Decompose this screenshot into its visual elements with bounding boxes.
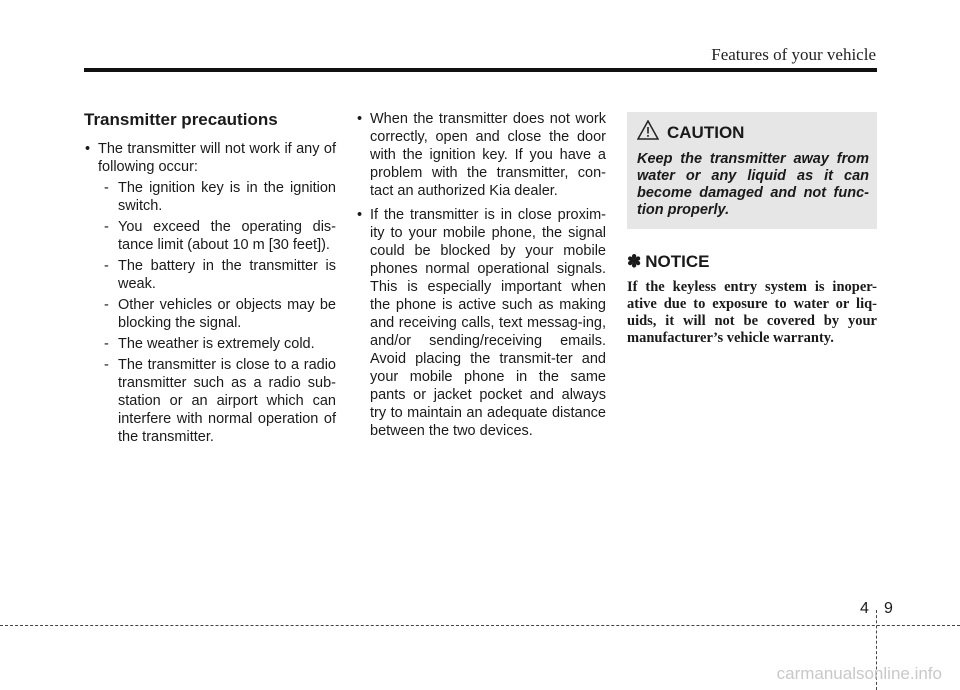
notice-symbol: ✽ <box>627 252 642 271</box>
bullet-intro: The transmitter will not work if any of following occur: <box>98 141 336 175</box>
bullet-item: • If the transmitter is in close proxim-ity to your mobile phone, the signal could be blocked by your mobile phones normal operational signals. This is especially important when the phone is active such as making and receiving calls, text messag-ing, and/or sending/receiving emails. Avoid placing the transmit-ter and your mobile phone in the same pants or jacket pocket and always try to maintain an adequate distance between the two devices. <box>356 206 606 440</box>
notice-text: If the keyless entry system is inoper-ative due to exposure to water or liq-uids, it will not be covered by your manufacturer’s vehicle warranty. <box>627 279 877 346</box>
caution-box <box>627 112 877 229</box>
precaution-list <box>84 140 336 446</box>
section-heading: Transmitter precautions <box>84 110 278 129</box>
watermark: carmanualsonline.info <box>776 664 942 683</box>
page-number: 9 <box>884 600 893 617</box>
condition-item: - Other vehicles or objects may be blocking the signal. <box>98 296 336 332</box>
caution-header <box>637 120 869 145</box>
bullet-item <box>84 140 336 446</box>
condition-item: - The weather is extremely cold. <box>98 335 336 353</box>
notice-title: NOTICE <box>645 252 710 271</box>
condition-item: - The battery in the transmitter is weak. <box>98 257 336 293</box>
chapter-number: 4 <box>860 600 869 617</box>
header-rule <box>84 68 877 72</box>
caution-text: Keep the transmitter away from water or any liquid as it can become damaged and not func-tion properly. <box>637 151 869 218</box>
warning-triangle-icon <box>637 120 659 145</box>
caution-title: CAUTION <box>667 122 745 142</box>
condition-item: - The transmitter is close to a radio transmitter such as a radio sub-station or an airport which can interfere with normal operation of the transmitter. <box>98 356 336 446</box>
tips-list <box>356 110 606 440</box>
left-column <box>84 110 336 452</box>
condition-item: - You exceed the operating dis-tance limit (about 10 m [30 feet]). <box>98 218 336 254</box>
footer-rule <box>0 625 960 626</box>
notice-header <box>627 253 877 271</box>
condition-list <box>98 179 336 446</box>
right-column <box>627 110 877 347</box>
middle-column <box>356 110 606 446</box>
condition-item: - The ignition key is in the ignition switch. <box>98 179 336 215</box>
header-title: Features of your vehicle <box>711 45 876 64</box>
bullet-item: • When the transmitter does not work correctly, open and close the door with the ignition key. If you have a problem with the transmitter, con-tact an authorized Kia dealer. <box>356 110 606 200</box>
